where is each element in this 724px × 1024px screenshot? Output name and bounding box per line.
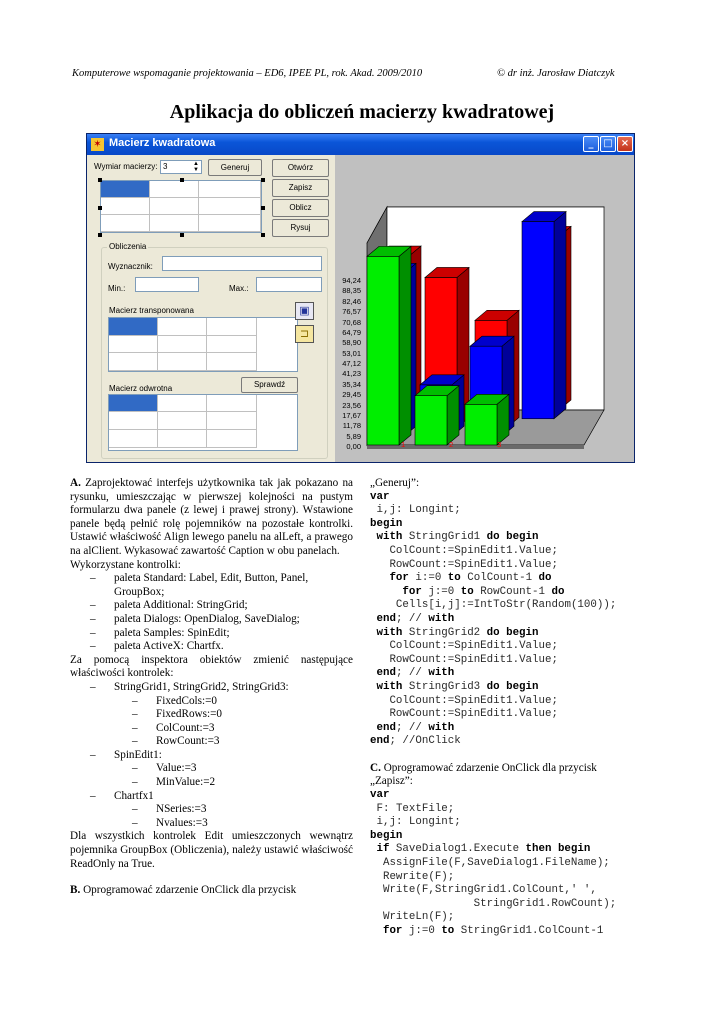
- y-tick-label: 70,68: [342, 317, 361, 327]
- save-quote: „Zapisz”:: [370, 775, 413, 788]
- code-line: end; // with: [376, 721, 455, 734]
- grid-cell[interactable]: [158, 430, 207, 448]
- y-tick-label: 35,34: [342, 379, 361, 389]
- left-text-column: [70, 477, 353, 898]
- code-line: i,j: Longint;: [376, 816, 461, 829]
- min-field[interactable]: [135, 277, 199, 292]
- chart-item: – Chartfx1: [70, 790, 353, 804]
- page-title: Aplikacja do obliczeń macierzy kwadratowej: [169, 101, 555, 123]
- selection-handle[interactable]: [98, 233, 102, 237]
- chart-bar-side: [447, 386, 459, 445]
- code-line: RowCount:=SpinEdit1.Value;: [389, 708, 558, 721]
- grid-cell[interactable]: [207, 412, 257, 430]
- transposed-matrix-label: Macierz transponowana: [109, 306, 194, 315]
- check-button[interactable]: Sprawdź: [241, 377, 298, 393]
- code-line: RowCount:=SpinEdit1.Value;: [389, 653, 558, 666]
- y-tick-label: 64,79: [342, 327, 361, 337]
- grid-cell[interactable]: [109, 353, 158, 371]
- code-line: StringGrid1.RowCount);: [370, 897, 617, 910]
- spin-item: – SpinEdit1:: [70, 749, 353, 763]
- save-button[interactable]: Zapisz: [272, 179, 329, 197]
- grid-property: – FixedRows:=0: [70, 708, 353, 722]
- grid-cell[interactable]: [101, 198, 150, 215]
- string-grid-1[interactable]: [100, 180, 262, 233]
- folder-open-icon[interactable]: ⊐: [295, 325, 314, 343]
- edit-controls-text: Dla wszystkich kontrolek Edit umieszczonych wewnątrz pojemnika GroupBox (Obliczenia), należy ustawić właściwość ReadOnly na True.: [70, 830, 353, 870]
- header-author: © dr inż. Jarosław Diatczyk: [497, 68, 615, 79]
- code-line: with StringGrid1 do begin: [376, 531, 539, 544]
- grid-cell[interactable]: [207, 395, 257, 412]
- section-c-label: C.: [370, 761, 381, 774]
- code-line: with StringGrid2 do begin: [376, 626, 539, 639]
- chart-bar-side: [399, 246, 411, 445]
- determinant-label: Wyznacznik:: [108, 262, 153, 271]
- used-controls-heading: Wykorzystane kontrolki:: [70, 558, 181, 571]
- selection-handle[interactable]: [261, 233, 265, 237]
- spin-arrows-icon[interactable]: ▲ ▼: [193, 161, 199, 173]
- draw-button[interactable]: Rysuj: [272, 219, 329, 237]
- generate-quote: „Generuj”:: [370, 477, 420, 489]
- x-tick-label: 2: [449, 440, 454, 449]
- grid-property: – RowCount:=3: [70, 735, 353, 749]
- grid-cell[interactable]: [158, 395, 207, 412]
- chart-property: – NSeries:=3: [70, 803, 353, 817]
- y-tick-label: 58,90: [342, 338, 361, 348]
- grid-cell[interactable]: [158, 336, 207, 353]
- minimize-icon[interactable]: _: [583, 136, 599, 152]
- code-line: for i:=0 to ColCount-1 do: [389, 572, 552, 585]
- spin-property: – Value:=3: [70, 762, 353, 776]
- code-line: Write(F,StringGrid1.ColCount,' ',: [382, 884, 597, 897]
- bar-chart-3d: [335, 155, 634, 462]
- generate-button[interactable]: Generuj: [208, 159, 262, 176]
- selection-handle[interactable]: [98, 206, 102, 210]
- max-field[interactable]: [256, 277, 322, 292]
- code-line: for j:=0 to StringGrid1.ColCount-1: [382, 925, 604, 937]
- grid-cell[interactable]: [207, 318, 257, 336]
- y-tick-label: 76,57: [342, 307, 361, 317]
- max-label: Max.:: [229, 284, 249, 293]
- y-tick-label: 53,01: [342, 348, 361, 358]
- compute-button[interactable]: Oblicz: [272, 199, 329, 217]
- chart-floor-edge: [367, 445, 584, 449]
- string-grid-3[interactable]: [108, 394, 298, 451]
- x-tick-label: 3: [497, 440, 502, 449]
- close-icon[interactable]: ×: [617, 136, 633, 152]
- code-line: AssignFile(F,SaveDialog1.FileName);: [382, 857, 610, 870]
- y-tick-label: 23,56: [342, 400, 361, 410]
- y-tick-label: 11,78: [342, 421, 361, 431]
- palette-item: – paleta Additional: StringGrid;: [70, 599, 353, 613]
- section-a: [70, 477, 353, 559]
- chart-bar: [465, 404, 497, 445]
- code-line: i,j: Longint;: [376, 504, 461, 517]
- section-c: [370, 762, 660, 776]
- grids-item: – StringGrid1, StringGrid2, StringGrid3:: [70, 681, 353, 695]
- selection-handle[interactable]: [261, 178, 265, 182]
- section-a-label: A.: [70, 477, 81, 489]
- inspector-text: Za pomocą inspektora obiektów zmienić następujące właściwości kontrolek:: [70, 653, 353, 680]
- window-titlebar: [87, 134, 634, 155]
- selection-handle[interactable]: [180, 178, 184, 182]
- y-tick-label: 47,12: [342, 359, 361, 368]
- grid-cell[interactable]: [199, 215, 261, 232]
- app-window: [86, 133, 635, 463]
- palette-item: – paleta Dialogs: OpenDialog, SaveDialog;: [70, 613, 353, 627]
- chart-bar: [522, 222, 554, 419]
- section-b-text: Oprogramować zdarzenie OnClick dla przycisk: [83, 884, 297, 897]
- right-text-column: [370, 477, 660, 939]
- grid-cell[interactable]: [150, 198, 199, 215]
- code-line: end; // with: [376, 667, 455, 680]
- section-b-label: B.: [70, 884, 81, 897]
- code-line: ColCount:=SpinEdit1.Value;: [389, 640, 558, 653]
- spin-property: – MinValue:=2: [70, 776, 353, 790]
- grid-cell[interactable]: [199, 198, 261, 215]
- y-tick-label: 0,00: [346, 442, 361, 451]
- code-line: begin: [370, 517, 403, 530]
- chart-bar-side: [554, 212, 566, 419]
- code-line: begin: [370, 829, 403, 842]
- chart-bar: [367, 256, 399, 445]
- code-block-generate: [370, 491, 660, 749]
- section-c-text: Oprogramować zdarzenie OnClick dla przycisk: [383, 761, 597, 774]
- y-tick-label: 94,24: [342, 276, 361, 285]
- selection-handle[interactable]: [180, 233, 184, 237]
- grid-cell[interactable]: [101, 181, 150, 198]
- grid-cell[interactable]: [158, 412, 207, 430]
- code-line: end; // with: [376, 612, 455, 625]
- floppy-disk-icon[interactable]: ▣: [295, 302, 314, 320]
- inverse-matrix-label: Macierz odwrotna: [109, 384, 173, 393]
- open-button[interactable]: Otwórz: [272, 159, 329, 177]
- grid-cell[interactable]: [158, 318, 207, 336]
- code-line: var: [370, 490, 390, 503]
- grid-cell[interactable]: [150, 215, 199, 232]
- section-a-text: Zaprojektować interfejs użytkownika tak jak pokazano na rysunku, umieszczając w pierwszej kolejności na pustym formularzu dwa panele (z lewej i prawej strony). Wstawione panele będą pełnić rolę pojemników na pozostałe kontrolki. Ustawić właściwość Align lewego panelu na alLeft, a prawego na alClient. Wykasować zawartość Caption w obu panelach.: [70, 477, 354, 557]
- y-tick-label: 29,45: [342, 390, 361, 400]
- grid-cell[interactable]: [109, 430, 158, 448]
- code-line: for j:=0 to RowCount-1 do: [402, 585, 565, 598]
- grid-cell[interactable]: [150, 181, 199, 198]
- dimension-label: Wymiar macierzy:: [94, 162, 158, 171]
- code-line: RowCount:=SpinEdit1.Value;: [389, 558, 558, 571]
- code-block-save: [370, 789, 660, 939]
- code-line: if SaveDialog1.Execute then begin: [376, 843, 591, 856]
- y-tick-label: 17,67: [342, 410, 361, 420]
- window-title: Macierz kwadratowa: [109, 137, 216, 149]
- header-course: Komputerowe wspomaganie projektowania – ED6, IPEE PL, rok. Akad. 2009/2010: [72, 68, 423, 79]
- chart-bar: [415, 396, 447, 445]
- palette-item: – paleta Standard: Label, Edit, Button, Panel, GroupBox;: [70, 572, 353, 599]
- y-tick-label: 82,46: [342, 296, 361, 306]
- grid-cell[interactable]: [101, 215, 150, 232]
- grid-cell[interactable]: [207, 353, 257, 371]
- dimension-spinedit[interactable]: [160, 160, 202, 174]
- chart-property: – Nvalues:=3: [70, 817, 353, 831]
- code-line: var: [370, 789, 390, 802]
- determinant-field[interactable]: [162, 256, 322, 271]
- grid-property: – FixedCols:=0: [70, 695, 353, 709]
- code-line: end; //OnClick: [370, 735, 461, 748]
- grid-cell[interactable]: [158, 353, 207, 371]
- grid-cell[interactable]: [207, 336, 257, 353]
- grid-property: – ColCount:=3: [70, 722, 353, 736]
- min-label: Min.:: [108, 284, 126, 293]
- calculations-group-label: Obliczenia: [109, 242, 147, 251]
- palette-item: – paleta ActiveX: Chartfx.: [70, 640, 353, 654]
- code-line: F: TextFile;: [376, 802, 455, 815]
- selection-handle[interactable]: [261, 206, 265, 210]
- grid-cell[interactable]: [109, 395, 158, 412]
- code-line: with StringGrid3 do begin: [376, 680, 539, 693]
- grid-cell[interactable]: [109, 412, 158, 430]
- string-grid-2[interactable]: [108, 317, 298, 372]
- grid-cell[interactable]: [207, 430, 257, 448]
- section-b: [70, 884, 353, 898]
- grid-cell[interactable]: [109, 318, 158, 336]
- code-line: ColCount:=SpinEdit1.Value;: [389, 544, 558, 557]
- code-line: WriteLn(F);: [382, 911, 455, 924]
- maximize-icon[interactable]: □: [600, 136, 616, 152]
- grid-cell[interactable]: [109, 336, 158, 353]
- x-tick-label: 1: [401, 440, 406, 449]
- code-line: Rewrite(F);: [382, 870, 455, 883]
- code-line: ColCount:=SpinEdit1.Value;: [389, 694, 558, 707]
- y-tick-label: 88,35: [342, 286, 361, 296]
- code-line: Cells[i,j]:=IntToStr(Random(100));: [395, 599, 617, 612]
- y-tick-label: 5,89: [346, 431, 361, 441]
- palette-item: – paleta Samples: SpinEdit;: [70, 627, 353, 641]
- dimension-value: 3: [163, 162, 168, 171]
- chart-panel: [335, 155, 634, 462]
- selection-handle[interactable]: [98, 178, 102, 182]
- y-tick-label: 41,23: [342, 369, 361, 379]
- delphi-app-icon: ✶: [91, 138, 104, 151]
- grid-cell[interactable]: [199, 181, 261, 198]
